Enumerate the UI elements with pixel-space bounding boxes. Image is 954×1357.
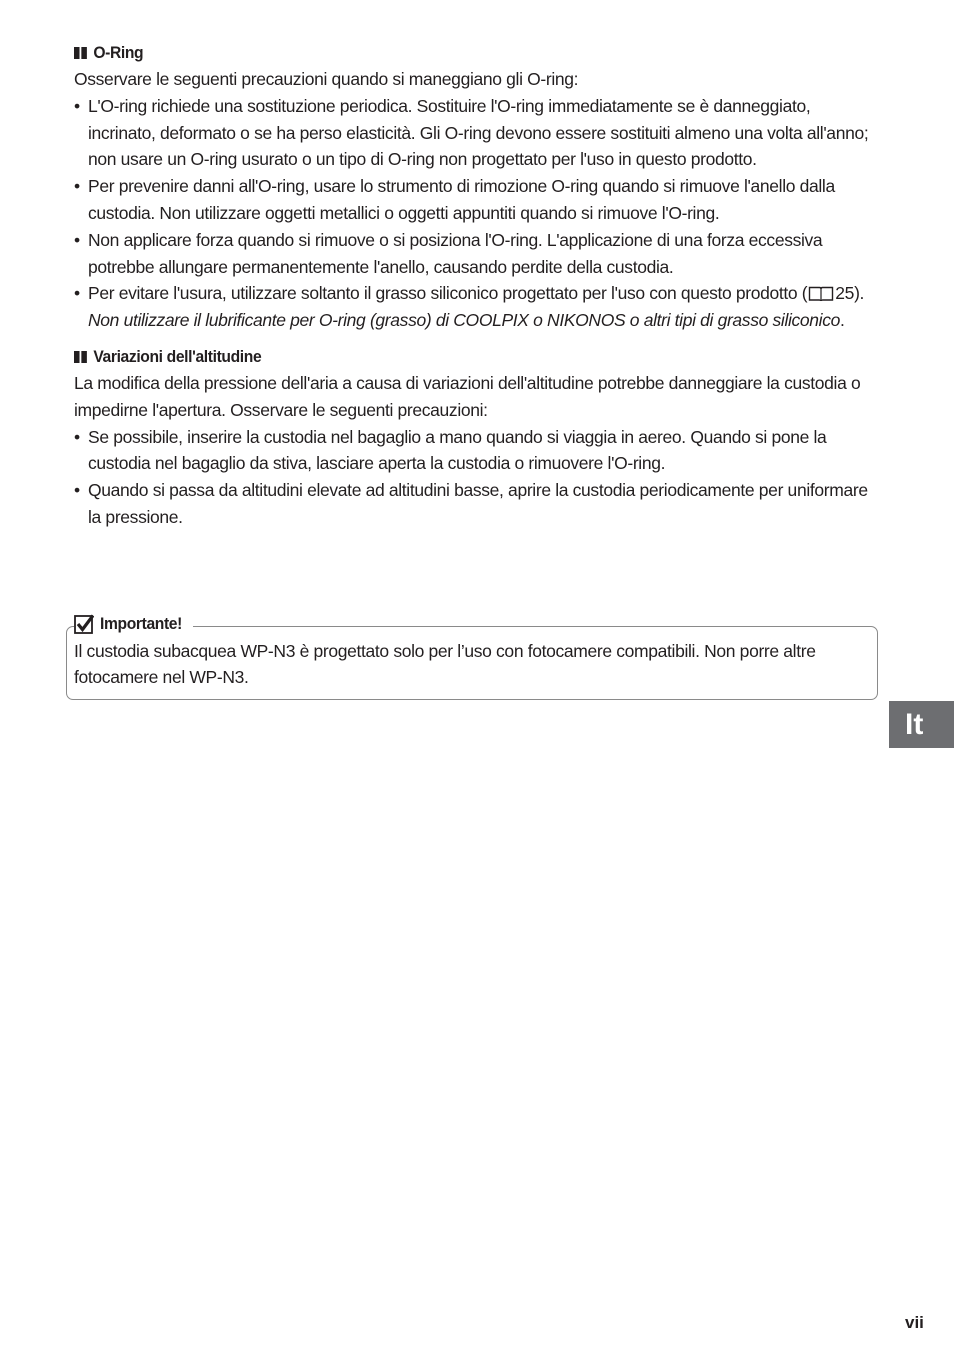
bullet-icon: • (74, 95, 80, 116)
bullet-list-o-ring (74, 93, 874, 334)
important-note-title (74, 612, 193, 636)
important-note-text: Il custodia subacquea WP-N3 è progettato solo per l’uso con fotocamere compatibili. Non porre altre fotocamere nel WP-N3. (74, 641, 816, 687)
section-heading-text: O-Ring (93, 43, 144, 62)
section-heading-text: Variazioni dell'altitudine (93, 346, 262, 366)
bullet-icon: • (74, 229, 80, 250)
important-title-text: Importante! (100, 614, 182, 633)
list-item (74, 424, 874, 478)
list-item (74, 477, 874, 531)
page-content (74, 40, 874, 531)
page-reference[interactable]: 25 (835, 283, 855, 304)
list-item-text: L'O-ring richiede una sostituzione periodica. Sostituire l'O-ring immediatamente se è danneggiato, incrinato, deformato o se ha perso elasticità. Gli O-ring devono essere sostituiti almeno una volta all'anno; non usare un O-ring usurato o un tipo di O-ring non progettato per l'uso in questo prodotto. (88, 95, 869, 170)
list-item (74, 93, 874, 173)
list-item (74, 280, 874, 334)
section-intro: La modifica della pressione dell'aria a causa di variazioni dell'altitudine potrebbe danneggiare la custodia o impedirne l'apertura. Osservare le seguenti precauzioni: (74, 372, 861, 420)
bullet-icon: • (74, 283, 80, 304)
list-item-text: Per prevenire danni all'O-ring, usare lo strumento di rimozione O-ring quando si rimuove l'anello dalla custodia. Non utilizzare oggetti metallici o oggetti appuntiti quando si rimuove l'O-ring. (88, 176, 835, 223)
list-item-text-end: . (840, 310, 845, 331)
language-tab[interactable]: It (889, 701, 954, 748)
section-marker-icon (74, 351, 87, 363)
bullet-icon: • (74, 480, 80, 501)
list-item-text: Se possibile, inserire la custodia nel bagaglio a mano quando si viaggia in aereo. Quando si pone la custodia nel bagaglio da stiva, lasciare aperta la custodia o rimuovere l'O-ring. (88, 426, 827, 474)
section-heading-o-ring (74, 40, 810, 66)
page-number: vii (905, 1313, 924, 1332)
section-heading-altitude (74, 344, 810, 370)
checkmark-icon (74, 614, 94, 634)
warning-italic-text: Non utilizzare il lubrificante per O-ring (grasso) di COOLPIX o NIKONOS o altri tipi di grasso siliconico (88, 310, 841, 331)
book-reference-icon (808, 285, 834, 302)
list-item (74, 173, 874, 227)
list-item-text: Quando si passa da altitudini elevate ad altitudini basse, aprire la custodia periodicamente per uniformare la pressione. (88, 480, 868, 527)
section-marker-icon (74, 47, 87, 59)
bullet-list-altitude (74, 424, 874, 531)
list-item-text-mid: ). (854, 283, 865, 304)
list-item-text (88, 283, 864, 330)
list-item (74, 227, 874, 281)
list-item-text-start: Per evitare l'usura, utilizzare soltanto il grasso siliconico progettato per l'uso con questo prodotto ( (88, 283, 808, 304)
bullet-icon: • (74, 176, 80, 197)
list-item-text: Non applicare forza quando si rimuove o si posiziona l'O-ring. L'applicazione di una forza eccessiva potrebbe allungare permanentemente l'anello, causando perdite della custodia. (88, 229, 823, 277)
bullet-icon: • (74, 426, 80, 447)
section-intro: Osservare le seguenti precauzioni quando si maneggiano gli O-ring: (74, 69, 579, 89)
